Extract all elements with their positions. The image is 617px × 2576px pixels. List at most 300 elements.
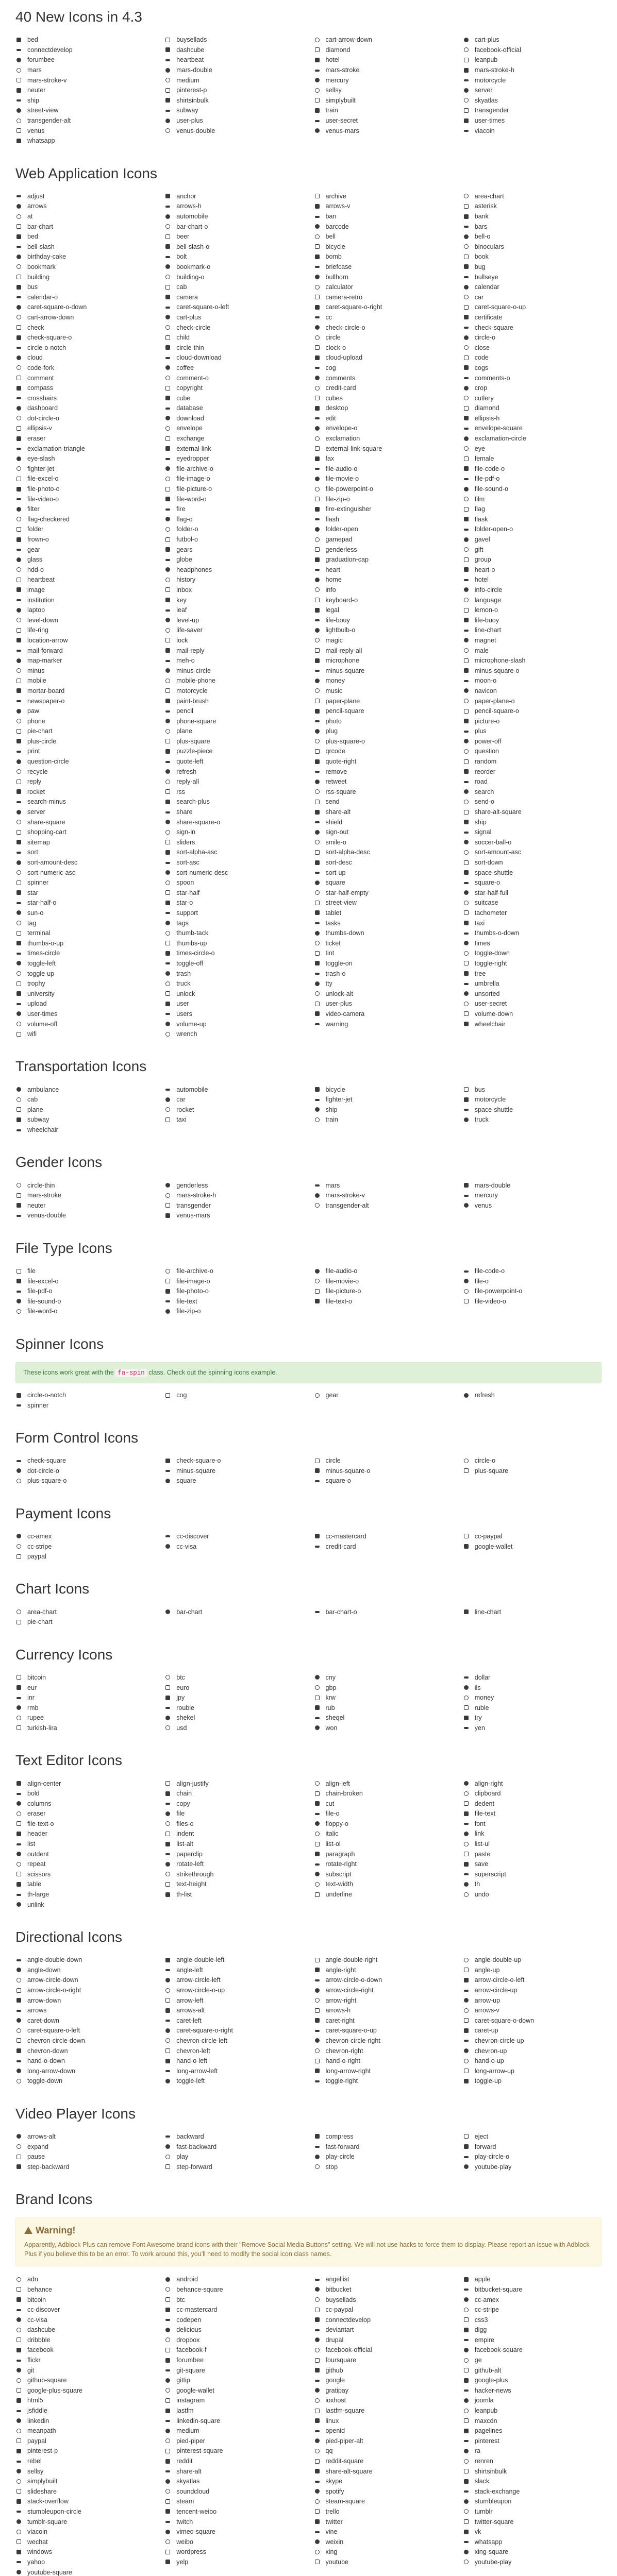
icon-entry[interactable] [164, 2345, 303, 2355]
icon-entry[interactable] [463, 126, 602, 136]
icon-entry[interactable] [164, 2056, 303, 2066]
icon-entry[interactable] [463, 393, 602, 403]
icon-entry[interactable] [463, 2046, 602, 2056]
icon-entry[interactable] [314, 1019, 453, 1029]
icon-entry[interactable] [314, 383, 453, 394]
icon-entry[interactable] [164, 2162, 303, 2172]
icon-entry[interactable] [164, 1084, 303, 1095]
icon-entry[interactable] [463, 1986, 602, 1996]
icon-entry[interactable] [164, 636, 303, 646]
icon-entry[interactable] [15, 565, 154, 575]
icon-entry[interactable] [463, 1095, 602, 1105]
icon-entry[interactable] [164, 2426, 303, 2436]
icon-entry[interactable] [463, 2537, 602, 2547]
icon-entry[interactable] [463, 116, 602, 126]
icon-entry[interactable] [164, 1009, 303, 1020]
icon-entry[interactable] [463, 2446, 602, 2456]
icon-entry[interactable] [314, 737, 453, 747]
icon-entry[interactable] [15, 777, 154, 787]
icon-entry[interactable] [314, 2406, 453, 2416]
icon-entry[interactable] [314, 2436, 453, 2447]
icon-entry[interactable] [164, 2416, 303, 2426]
icon-entry[interactable] [164, 1789, 303, 1799]
icon-entry[interactable] [15, 403, 154, 414]
icon-entry[interactable] [463, 2527, 602, 2537]
icon-entry[interactable] [463, 878, 602, 888]
icon-entry[interactable] [164, 2066, 303, 2076]
icon-entry[interactable] [164, 797, 303, 807]
icon-entry[interactable] [463, 2477, 602, 2487]
icon-entry[interactable] [15, 1890, 154, 1900]
icon-entry[interactable] [314, 212, 453, 222]
icon-entry[interactable] [164, 2365, 303, 2376]
icon-entry[interactable] [164, 999, 303, 1009]
icon-entry[interactable] [463, 414, 602, 424]
icon-entry[interactable] [164, 353, 303, 363]
icon-entry[interactable] [463, 1286, 602, 1297]
icon-entry[interactable] [15, 1693, 154, 1703]
icon-entry[interactable] [164, 1211, 303, 1221]
icon-entry[interactable] [164, 777, 303, 787]
icon-entry[interactable] [15, 615, 154, 625]
icon-entry[interactable] [463, 2066, 602, 2076]
icon-entry[interactable] [314, 504, 453, 515]
icon-entry[interactable] [314, 1870, 453, 1880]
icon-entry[interactable] [164, 2152, 303, 2162]
icon-entry[interactable] [164, 222, 303, 232]
icon-entry[interactable] [164, 2517, 303, 2527]
icon-entry[interactable] [164, 1693, 303, 1703]
notice-text-after[interactable]: class. Check out the spinning icons example. [148, 1368, 277, 1376]
icon-entry[interactable] [314, 1532, 453, 1542]
icon-entry[interactable] [15, 747, 154, 757]
icon-entry[interactable] [463, 262, 602, 273]
icon-entry[interactable] [463, 757, 602, 767]
icon-entry[interactable] [164, 535, 303, 545]
icon-entry[interactable] [15, 726, 154, 737]
icon-entry[interactable] [164, 423, 303, 434]
icon-entry[interactable] [15, 757, 154, 767]
icon-entry[interactable] [164, 969, 303, 979]
icon-entry[interactable] [164, 676, 303, 686]
icon-entry[interactable] [15, 1201, 154, 1211]
icon-entry[interactable] [15, 434, 154, 444]
icon-entry[interactable] [463, 868, 602, 878]
icon-entry[interactable] [314, 232, 453, 242]
icon-entry[interactable] [314, 757, 453, 767]
icon-entry[interactable] [15, 1965, 154, 1976]
icon-entry[interactable] [463, 615, 602, 625]
icon-entry[interactable] [463, 747, 602, 757]
icon-entry[interactable] [463, 797, 602, 807]
icon-entry[interactable] [15, 1456, 154, 1466]
icon-entry[interactable] [15, 282, 154, 293]
icon-entry[interactable] [164, 1849, 303, 1859]
icon-entry[interactable] [15, 928, 154, 939]
icon-entry[interactable] [15, 2446, 154, 2456]
icon-entry[interactable] [15, 1617, 154, 1628]
icon-entry[interactable] [314, 989, 453, 999]
icon-entry[interactable] [164, 1683, 303, 1693]
icon-entry[interactable] [164, 948, 303, 959]
icon-entry[interactable] [15, 1191, 154, 1201]
icon-entry[interactable] [314, 979, 453, 989]
icon-entry[interactable] [164, 272, 303, 282]
icon-entry[interactable] [463, 575, 602, 585]
icon-entry[interactable] [463, 2305, 602, 2315]
icon-entry[interactable] [164, 908, 303, 919]
icon-entry[interactable] [164, 757, 303, 767]
icon-entry[interactable] [15, 1297, 154, 1307]
icon-entry[interactable] [164, 1819, 303, 1829]
icon-entry[interactable] [463, 2376, 602, 2386]
icon-entry[interactable] [463, 1683, 602, 1693]
icon-entry[interactable] [164, 1965, 303, 1976]
icon-entry[interactable] [463, 666, 602, 676]
icon-entry[interactable] [314, 1266, 453, 1277]
icon-entry[interactable] [164, 2477, 303, 2487]
icon-entry[interactable] [15, 1870, 154, 1880]
icon-entry[interactable] [15, 2152, 154, 2162]
icon-entry[interactable] [463, 817, 602, 827]
icon-entry[interactable] [463, 444, 602, 454]
icon-entry[interactable] [164, 1286, 303, 1297]
icon-entry[interactable] [164, 2537, 303, 2547]
icon-entry[interactable] [164, 878, 303, 888]
icon-entry[interactable] [15, 2275, 154, 2285]
icon-entry[interactable] [15, 1683, 154, 1693]
icon-entry[interactable] [164, 1019, 303, 1029]
icon-entry[interactable] [463, 403, 602, 414]
icon-entry[interactable] [463, 969, 602, 979]
icon-entry[interactable] [15, 575, 154, 585]
icon-entry[interactable] [463, 948, 602, 959]
icon-entry[interactable] [314, 898, 453, 908]
icon-entry[interactable] [463, 696, 602, 706]
icon-entry[interactable] [15, 1839, 154, 1850]
icon-entry[interactable] [164, 1723, 303, 1734]
icon-entry[interactable] [314, 1703, 453, 1713]
icon-entry[interactable] [15, 1276, 154, 1286]
icon-entry[interactable] [314, 86, 453, 96]
icon-entry[interactable] [164, 454, 303, 464]
icon-entry[interactable] [314, 1105, 453, 1115]
icon-entry[interactable] [314, 2456, 453, 2467]
icon-entry[interactable] [463, 1789, 602, 1799]
icon-entry[interactable] [463, 2275, 602, 2285]
icon-entry[interactable] [15, 1986, 154, 1996]
icon-entry[interactable] [15, 2396, 154, 2406]
icon-entry[interactable] [314, 1683, 453, 1693]
icon-entry[interactable] [164, 35, 303, 45]
icon-entry[interactable] [164, 585, 303, 596]
icon-entry[interactable] [314, 1799, 453, 1809]
icon-entry[interactable] [463, 2436, 602, 2447]
icon-entry[interactable] [463, 292, 602, 302]
icon-entry[interactable] [15, 1286, 154, 1297]
icon-entry[interactable] [164, 2466, 303, 2477]
icon-entry[interactable] [463, 86, 602, 96]
icon-entry[interactable] [314, 1115, 453, 1125]
icon-entry[interactable] [164, 595, 303, 605]
icon-entry[interactable] [463, 2396, 602, 2406]
icon-entry[interactable] [15, 2517, 154, 2527]
icon-entry[interactable] [463, 2152, 602, 2162]
icon-entry[interactable] [164, 2527, 303, 2537]
icon-entry[interactable] [314, 969, 453, 979]
icon-entry[interactable] [463, 2426, 602, 2436]
icon-entry[interactable] [15, 45, 154, 56]
icon-entry[interactable] [463, 1870, 602, 1880]
icon-entry[interactable] [463, 192, 602, 202]
icon-entry[interactable] [164, 464, 303, 474]
icon-entry[interactable] [15, 888, 154, 899]
icon-entry[interactable] [314, 878, 453, 888]
icon-entry[interactable] [164, 1276, 303, 1286]
icon-entry[interactable] [314, 777, 453, 787]
icon-entry[interactable] [164, 575, 303, 585]
icon-entry[interactable] [15, 908, 154, 919]
icon-entry[interactable] [15, 1307, 154, 1317]
icon-entry[interactable] [314, 797, 453, 807]
icon-entry[interactable] [15, 2006, 154, 2016]
icon-entry[interactable] [15, 2376, 154, 2386]
icon-entry[interactable] [314, 55, 453, 65]
icon-entry[interactable] [463, 636, 602, 646]
icon-entry[interactable] [314, 524, 453, 535]
icon-entry[interactable] [314, 1986, 453, 1996]
icon-entry[interactable] [314, 464, 453, 474]
icon-entry[interactable] [314, 1391, 453, 1401]
icon-entry[interactable] [15, 2537, 154, 2547]
icon-entry[interactable] [463, 848, 602, 858]
icon-entry[interactable] [164, 232, 303, 242]
icon-entry[interactable] [463, 212, 602, 222]
icon-entry[interactable] [164, 323, 303, 333]
icon-entry[interactable] [164, 2132, 303, 2142]
icon-entry[interactable] [463, 787, 602, 798]
icon-entry[interactable] [15, 767, 154, 777]
icon-entry[interactable] [314, 1809, 453, 1819]
icon-entry[interactable] [164, 282, 303, 293]
icon-entry[interactable] [314, 1995, 453, 2006]
icon-entry[interactable] [463, 838, 602, 848]
icon-entry[interactable] [15, 1180, 154, 1191]
icon-entry[interactable] [164, 201, 303, 212]
icon-entry[interactable] [314, 656, 453, 666]
icon-entry[interactable] [15, 1849, 154, 1859]
icon-entry[interactable] [15, 817, 154, 827]
icon-entry[interactable] [164, 363, 303, 374]
icon-entry[interactable] [314, 484, 453, 495]
icon-entry[interactable] [463, 55, 602, 65]
icon-entry[interactable] [463, 686, 602, 697]
icon-entry[interactable] [15, 2436, 154, 2447]
icon-entry[interactable] [15, 1955, 154, 1965]
icon-entry[interactable] [314, 555, 453, 565]
icon-entry[interactable] [463, 1839, 602, 1850]
icon-entry[interactable] [463, 423, 602, 434]
icon-entry[interactable] [15, 545, 154, 555]
icon-entry[interactable] [15, 2295, 154, 2305]
icon-entry[interactable] [164, 868, 303, 878]
icon-entry[interactable] [15, 373, 154, 383]
icon-entry[interactable] [164, 2557, 303, 2568]
icon-entry[interactable] [463, 2036, 602, 2046]
icon-entry[interactable] [314, 1276, 453, 1286]
icon-entry[interactable] [463, 363, 602, 374]
icon-entry[interactable] [463, 313, 602, 323]
icon-entry[interactable] [314, 767, 453, 777]
icon-entry[interactable] [463, 1799, 602, 1809]
icon-entry[interactable] [15, 2335, 154, 2346]
icon-entry[interactable] [15, 464, 154, 474]
icon-entry[interactable] [15, 918, 154, 928]
icon-entry[interactable] [164, 918, 303, 928]
icon-entry[interactable] [164, 2076, 303, 2087]
icon-entry[interactable] [164, 545, 303, 555]
icon-entry[interactable] [314, 201, 453, 212]
icon-entry[interactable] [314, 106, 453, 116]
icon-entry[interactable] [15, 2066, 154, 2076]
icon-entry[interactable] [463, 2507, 602, 2517]
icon-entry[interactable] [15, 116, 154, 126]
icon-entry[interactable] [15, 353, 154, 363]
icon-entry[interactable] [314, 1829, 453, 1839]
icon-entry[interactable] [463, 222, 602, 232]
icon-entry[interactable] [463, 2016, 602, 2026]
icon-entry[interactable] [314, 615, 453, 625]
icon-entry[interactable] [15, 2046, 154, 2056]
icon-entry[interactable] [15, 2305, 154, 2315]
icon-entry[interactable] [463, 999, 602, 1009]
icon-entry[interactable] [164, 827, 303, 838]
icon-entry[interactable] [164, 2547, 303, 2557]
icon-entry[interactable] [463, 1391, 602, 1401]
icon-entry[interactable] [164, 373, 303, 383]
icon-entry[interactable] [314, 242, 453, 252]
icon-entry[interactable] [164, 474, 303, 484]
icon-entry[interactable] [164, 747, 303, 757]
icon-entry[interactable] [164, 1029, 303, 1040]
icon-entry[interactable] [164, 938, 303, 948]
icon-entry[interactable] [463, 1276, 602, 1286]
icon-entry[interactable] [463, 2026, 602, 2036]
icon-entry[interactable] [164, 2016, 303, 2026]
icon-entry[interactable] [15, 2345, 154, 2355]
icon-entry[interactable] [314, 666, 453, 676]
icon-entry[interactable] [314, 333, 453, 343]
icon-entry[interactable] [164, 615, 303, 625]
icon-entry[interactable] [463, 1456, 602, 1466]
icon-entry[interactable] [463, 2132, 602, 2142]
icon-entry[interactable] [314, 2507, 453, 2517]
icon-entry[interactable] [314, 918, 453, 928]
icon-entry[interactable] [164, 2325, 303, 2335]
icon-entry[interactable] [15, 484, 154, 495]
icon-entry[interactable] [463, 106, 602, 116]
icon-entry[interactable] [314, 1849, 453, 1859]
icon-entry[interactable] [314, 1191, 453, 1201]
icon-entry[interactable] [314, 999, 453, 1009]
icon-entry[interactable] [164, 1532, 303, 1542]
icon-entry[interactable] [463, 827, 602, 838]
icon-entry[interactable] [463, 75, 602, 86]
icon-entry[interactable] [15, 585, 154, 596]
icon-entry[interactable] [463, 1849, 602, 1859]
icon-entry[interactable] [164, 212, 303, 222]
icon-entry[interactable] [314, 1180, 453, 1191]
icon-entry[interactable] [15, 524, 154, 535]
icon-entry[interactable] [463, 676, 602, 686]
icon-entry[interactable] [314, 2335, 453, 2346]
icon-entry[interactable] [15, 1799, 154, 1809]
icon-entry[interactable] [463, 1673, 602, 1683]
icon-entry[interactable] [314, 888, 453, 899]
icon-entry[interactable] [164, 1879, 303, 1890]
icon-entry[interactable] [164, 2436, 303, 2447]
icon-entry[interactable] [15, 414, 154, 424]
icon-entry[interactable] [314, 393, 453, 403]
icon-entry[interactable] [314, 706, 453, 717]
icon-entry[interactable] [463, 767, 602, 777]
icon-entry[interactable] [314, 2517, 453, 2527]
icon-entry[interactable] [164, 1995, 303, 2006]
icon-entry[interactable] [15, 797, 154, 807]
icon-entry[interactable] [15, 2557, 154, 2568]
icon-entry[interactable] [164, 928, 303, 939]
icon-entry[interactable] [15, 1029, 154, 1040]
icon-entry[interactable] [15, 2487, 154, 2497]
icon-entry[interactable] [15, 999, 154, 1009]
icon-entry[interactable] [463, 2142, 602, 2152]
icon-entry[interactable] [15, 1095, 154, 1105]
icon-entry[interactable] [463, 2335, 602, 2346]
icon-entry[interactable] [15, 1995, 154, 2006]
icon-entry[interactable] [463, 2365, 602, 2376]
icon-entry[interactable] [164, 848, 303, 858]
icon-entry[interactable] [164, 333, 303, 343]
icon-entry[interactable] [314, 787, 453, 798]
icon-entry[interactable] [463, 737, 602, 747]
icon-entry[interactable] [15, 423, 154, 434]
icon-entry[interactable] [15, 1115, 154, 1125]
icon-entry[interactable] [164, 666, 303, 676]
icon-entry[interactable] [15, 383, 154, 394]
icon-entry[interactable] [15, 605, 154, 616]
icon-entry[interactable] [314, 1456, 453, 1466]
icon-entry[interactable] [164, 393, 303, 403]
icon-entry[interactable] [314, 838, 453, 848]
icon-entry[interactable] [463, 1995, 602, 2006]
icon-entry[interactable] [15, 696, 154, 706]
icon-entry[interactable] [164, 1297, 303, 1307]
icon-entry[interactable] [15, 35, 154, 45]
icon-entry[interactable] [15, 1819, 154, 1829]
icon-entry[interactable] [314, 363, 453, 374]
icon-entry[interactable] [463, 2547, 602, 2557]
icon-entry[interactable] [164, 888, 303, 899]
icon-entry[interactable] [463, 605, 602, 616]
icon-entry[interactable] [164, 302, 303, 313]
icon-entry[interactable] [463, 1703, 602, 1713]
icon-entry[interactable] [164, 1829, 303, 1839]
icon-entry[interactable] [164, 807, 303, 818]
icon-entry[interactable] [164, 1975, 303, 1986]
icon-entry[interactable] [314, 423, 453, 434]
icon-entry[interactable] [314, 272, 453, 282]
icon-entry[interactable] [314, 2537, 453, 2547]
